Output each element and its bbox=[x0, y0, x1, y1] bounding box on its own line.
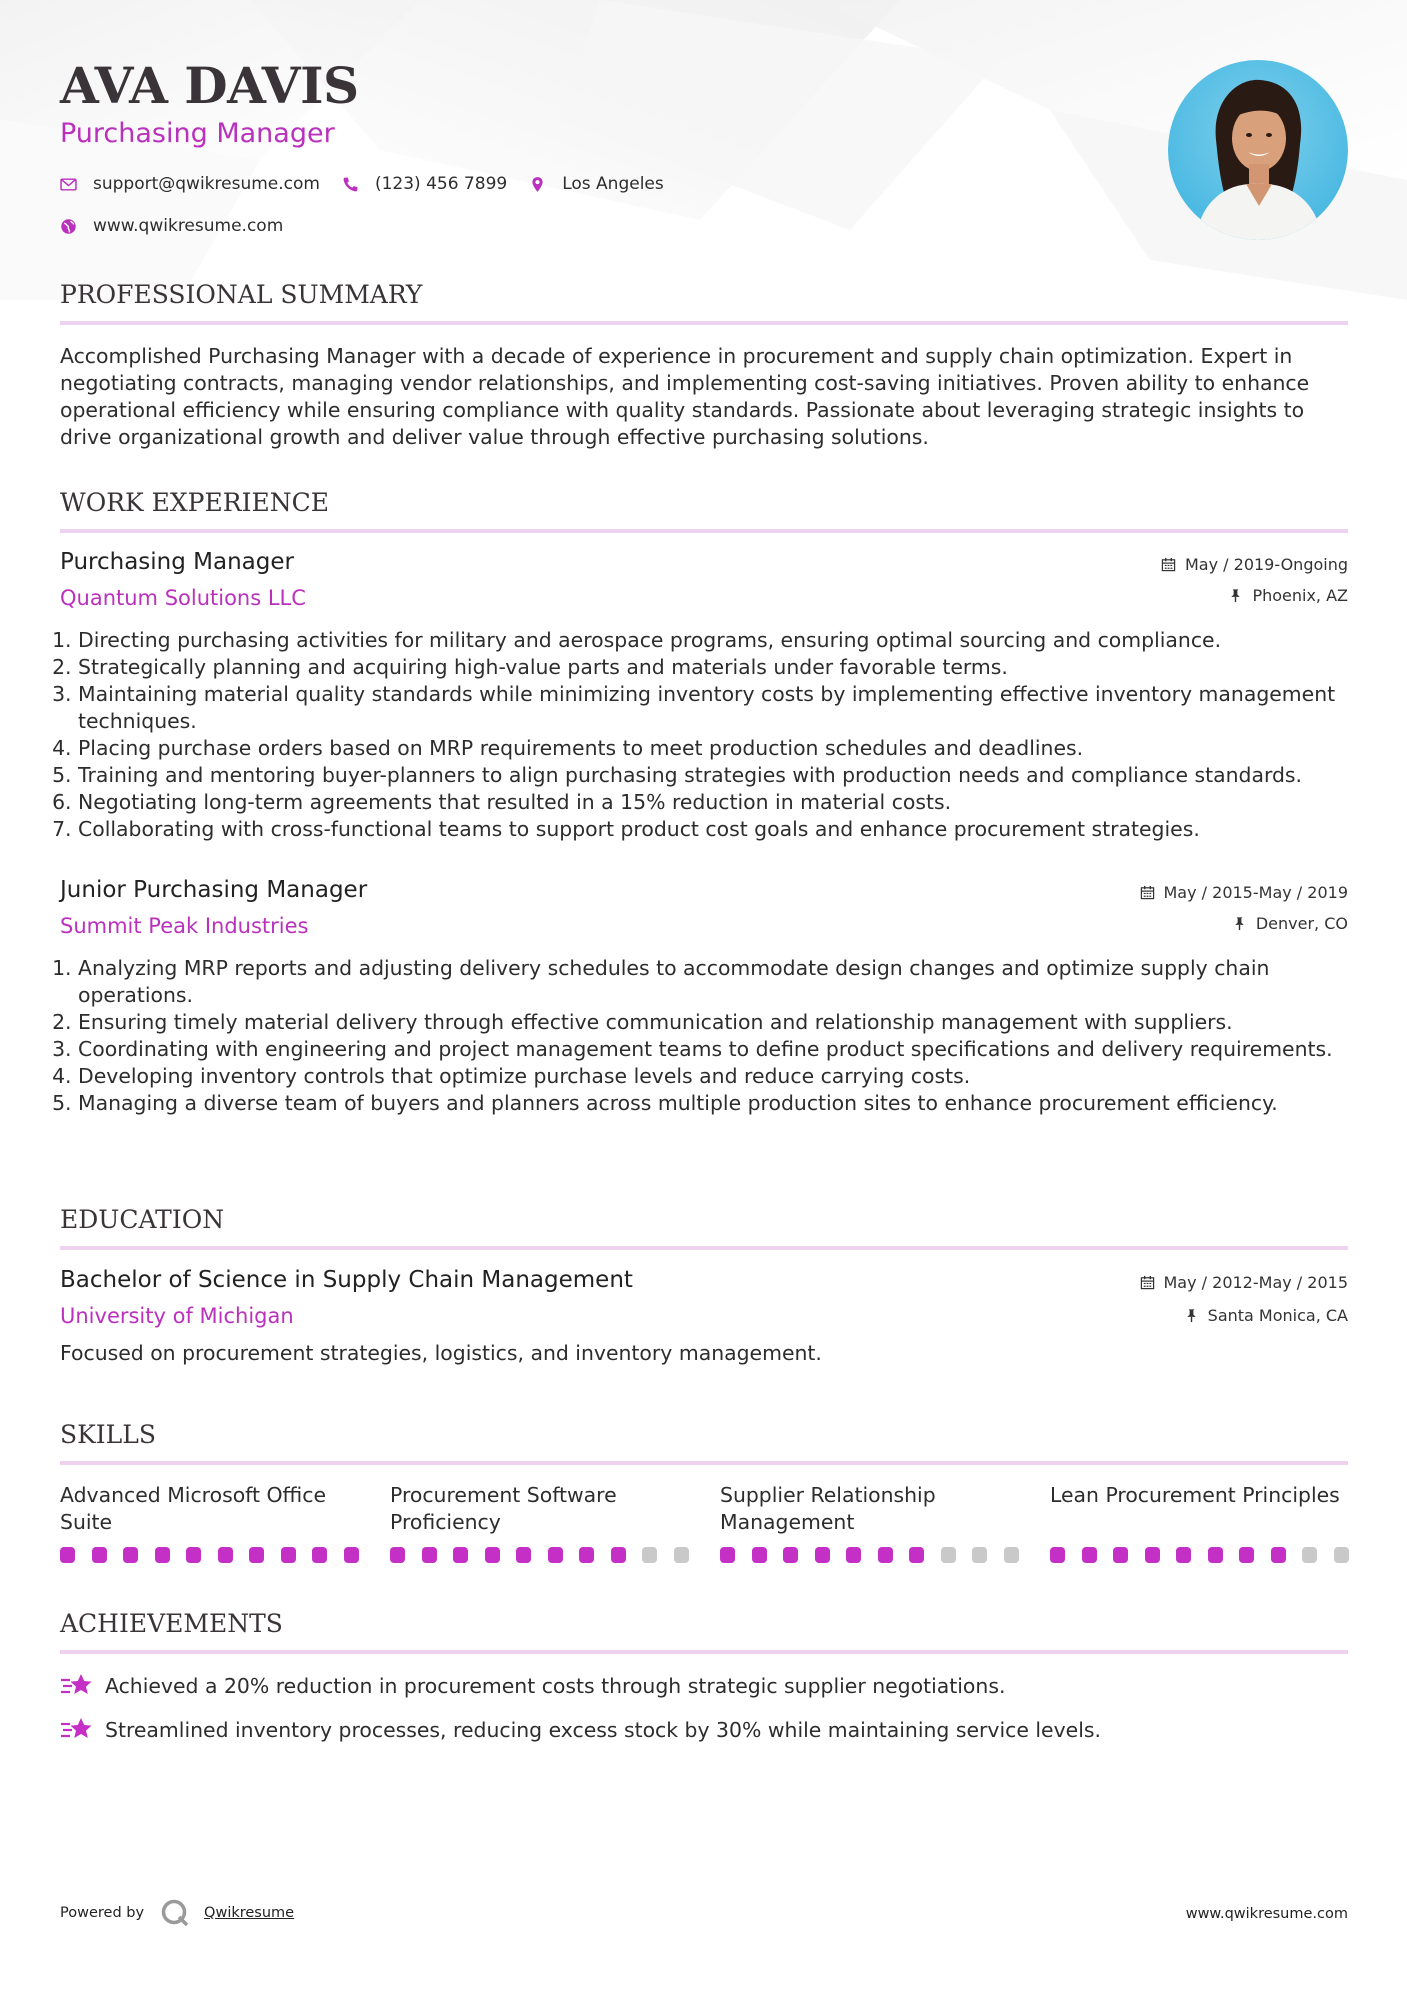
rating-dot-filled bbox=[344, 1547, 359, 1563]
rating-dot-filled bbox=[390, 1547, 405, 1563]
list-item: 1. Directing purchasing activities for military and aerospace programs, ensuring optimal sourcing and compliance. bbox=[78, 627, 1366, 654]
rating-dot-empty bbox=[941, 1547, 956, 1563]
list-item: 1. Analyzing MRP reports and adjusting delivery schedules to accommodate design changes and optimize supply chain operations. bbox=[78, 955, 1366, 1009]
pushpin-icon bbox=[1228, 588, 1243, 603]
rating-dot-filled bbox=[611, 1547, 626, 1563]
rating-dot-filled bbox=[1082, 1547, 1097, 1563]
rating-dot-filled bbox=[720, 1547, 735, 1563]
job-location-text: Denver, CO bbox=[1255, 914, 1348, 933]
skill-name: Advanced Microsoft Office Suite bbox=[60, 1483, 326, 1534]
rating-dot-filled bbox=[453, 1547, 468, 1563]
job-dates bbox=[1140, 883, 1349, 902]
job-role: Junior Purchasing Manager bbox=[60, 877, 368, 903]
phone-text: (123) 456 7899 bbox=[374, 174, 508, 194]
skill-name: Supplier Relationship Management bbox=[720, 1483, 936, 1534]
job-dates-text: May / 2015-May / 2019 bbox=[1163, 883, 1348, 902]
achievements-heading: ACHIEVEMENTS bbox=[60, 1609, 1348, 1654]
rating-dot-filled bbox=[422, 1547, 437, 1563]
rating-dot-filled bbox=[878, 1547, 893, 1563]
contact-email[interactable] bbox=[60, 174, 320, 194]
calendar-icon bbox=[1140, 1275, 1155, 1290]
rating-dot-filled bbox=[846, 1547, 861, 1563]
rating-dot-filled bbox=[155, 1547, 170, 1563]
job-duties bbox=[60, 627, 1366, 843]
education-heading: EDUCATION bbox=[60, 1205, 1348, 1250]
list-item: 2. Strategically planning and acquiring high-value parts and materials under favorable terms. bbox=[78, 654, 1366, 681]
rating-dot-empty bbox=[674, 1547, 689, 1563]
rating-dot-empty bbox=[1334, 1547, 1349, 1563]
rating-dot-filled bbox=[485, 1547, 500, 1563]
rating-dot-filled bbox=[1239, 1547, 1254, 1563]
contact-phone[interactable] bbox=[342, 174, 507, 194]
profile-photo bbox=[1168, 60, 1348, 240]
rating-dot-filled bbox=[579, 1547, 594, 1563]
skill-rating bbox=[1050, 1547, 1365, 1563]
powered-by-label: Powered by bbox=[60, 1905, 145, 1921]
rating-dot-filled bbox=[1145, 1547, 1160, 1563]
rating-dot-filled bbox=[815, 1547, 830, 1563]
contact-row bbox=[60, 174, 686, 194]
job-role: Purchasing Manager bbox=[60, 549, 294, 575]
contact-row-2 bbox=[60, 216, 305, 236]
achievement-text: Achieved a 20% reduction in procurement costs through strategic supplier negotiations. bbox=[105, 1674, 1006, 1698]
rating-dot-filled bbox=[218, 1547, 233, 1563]
qwikresume-logo-icon bbox=[160, 1898, 190, 1928]
skill-name: Procurement Software Proficiency bbox=[390, 1483, 617, 1534]
rating-dot-filled bbox=[281, 1547, 296, 1563]
job-dates bbox=[1161, 555, 1348, 574]
contact-website[interactable] bbox=[60, 216, 283, 236]
rating-dot-filled bbox=[60, 1547, 75, 1563]
skill-rating bbox=[60, 1547, 375, 1563]
rating-dot-filled bbox=[312, 1547, 327, 1563]
email-text: support@qwikresume.com bbox=[93, 174, 320, 194]
rating-dot-filled bbox=[1050, 1547, 1065, 1563]
rating-dot-filled bbox=[1176, 1547, 1191, 1563]
education-dates-text: May / 2012-May / 2015 bbox=[1163, 1273, 1348, 1292]
skill-item bbox=[1050, 1482, 1348, 1572]
list-item: 4. Placing purchase orders based on MRP requirements to meet production schedules and deadlines. bbox=[78, 735, 1366, 762]
envelope-icon bbox=[60, 176, 77, 193]
skill-name: Lean Procurement Principles bbox=[1050, 1483, 1340, 1507]
pushpin-icon bbox=[1232, 916, 1247, 931]
list-item: 5. Managing a diverse team of buyers and planners across multiple production sites to enhance procurement efficiency. bbox=[78, 1090, 1366, 1117]
summary-heading: PROFESSIONAL SUMMARY bbox=[60, 280, 1348, 325]
globe-icon bbox=[60, 218, 77, 235]
summary-text: Accomplished Purchasing Manager with a decade of experience in procurement and supply chain optimization. Expert in negotiating contracts, managing vendor relationships, and implementing cost-saving initiatives. Proven ability to enhance operational efficiency while ensuring compliance with quality standards. Passionate about leveraging strategic insights to drive organizational growth and deliver value through effective purchasing solutions. bbox=[60, 344, 1310, 449]
rating-dot-empty bbox=[1302, 1547, 1317, 1563]
shooting-star-icon bbox=[60, 1670, 94, 1702]
achievement-item bbox=[60, 1714, 1101, 1746]
avatar bbox=[1168, 60, 1348, 240]
shooting-star-icon bbox=[60, 1714, 94, 1746]
contact-location bbox=[529, 174, 664, 194]
candidate-title: Purchasing Manager bbox=[60, 118, 335, 149]
rating-dot-filled bbox=[186, 1547, 201, 1563]
rating-dot-empty bbox=[972, 1547, 987, 1563]
job-location bbox=[1232, 914, 1348, 933]
job-location bbox=[1228, 586, 1348, 605]
location-text: Los Angeles bbox=[562, 174, 664, 194]
list-item: 6. Negotiating long-term agreements that resulted in a 15% reduction in material costs. bbox=[78, 789, 1366, 816]
phone-icon bbox=[342, 176, 359, 193]
education-location bbox=[1184, 1306, 1348, 1325]
pushpin-icon bbox=[1184, 1308, 1199, 1323]
rating-dot-empty bbox=[1004, 1547, 1019, 1563]
skill-item bbox=[720, 1482, 1050, 1572]
skills-list bbox=[60, 1482, 1348, 1572]
education-description: Focused on procurement strategies, logistics, and inventory management. bbox=[60, 1341, 822, 1365]
experience-heading: WORK EXPERIENCE bbox=[60, 488, 1348, 533]
list-item: 5. Training and mentoring buyer-planners to align purchasing strategies with production needs and compliance standards. bbox=[78, 762, 1366, 789]
skill-rating bbox=[720, 1547, 1035, 1563]
calendar-icon bbox=[1161, 557, 1176, 572]
rating-dot-filled bbox=[548, 1547, 563, 1563]
achievement-text: Streamlined inventory processes, reducing excess stock by 30% while maintaining service levels. bbox=[105, 1718, 1101, 1742]
job-company: Quantum Solutions LLC bbox=[60, 586, 306, 610]
map-pin-icon bbox=[529, 176, 546, 193]
qwikresume-link[interactable]: Qwikresume bbox=[204, 1905, 295, 1921]
job-duties bbox=[60, 955, 1366, 1117]
skill-item bbox=[60, 1482, 390, 1572]
education-location-text: Santa Monica, CA bbox=[1207, 1306, 1348, 1325]
rating-dot-filled bbox=[123, 1547, 138, 1563]
footer-powered-by bbox=[60, 1898, 294, 1928]
education-dates bbox=[1140, 1273, 1349, 1292]
list-item: 7. Collaborating with cross-functional teams to support product cost goals and enhance procurement strategies. bbox=[78, 816, 1366, 843]
list-item: 3. Maintaining material quality standards while minimizing inventory costs by implementing effective inventory management techniques. bbox=[78, 681, 1366, 735]
degree: Bachelor of Science in Supply Chain Management bbox=[60, 1267, 633, 1293]
rating-dot-filled bbox=[909, 1547, 924, 1563]
rating-dot-filled bbox=[249, 1547, 264, 1563]
skill-rating bbox=[390, 1547, 705, 1563]
skill-item bbox=[390, 1482, 720, 1572]
rating-dot-filled bbox=[783, 1547, 798, 1563]
list-item: 3. Coordinating with engineering and project management teams to define product specifications and delivery requirements. bbox=[78, 1036, 1366, 1063]
list-item: 4. Developing inventory controls that optimize purchase levels and reduce carrying costs. bbox=[78, 1063, 1366, 1090]
rating-dot-filled bbox=[1271, 1547, 1286, 1563]
website-text: www.qwikresume.com bbox=[93, 216, 284, 236]
calendar-icon bbox=[1140, 885, 1155, 900]
rating-dot-filled bbox=[752, 1547, 767, 1563]
rating-dot-filled bbox=[92, 1547, 107, 1563]
job-company: Summit Peak Industries bbox=[60, 914, 309, 938]
rating-dot-filled bbox=[1113, 1547, 1128, 1563]
achievement-item bbox=[60, 1670, 1005, 1702]
rating-dot-empty bbox=[642, 1547, 657, 1563]
footer-website[interactable]: www.qwikresume.com bbox=[1185, 1906, 1348, 1922]
skills-heading: SKILLS bbox=[60, 1420, 1348, 1465]
rating-dot-filled bbox=[1208, 1547, 1223, 1563]
job-location-text: Phoenix, AZ bbox=[1252, 586, 1348, 605]
rating-dot-filled bbox=[516, 1547, 531, 1563]
job-dates-text: May / 2019-Ongoing bbox=[1185, 555, 1348, 574]
list-item: 2. Ensuring timely material delivery through effective communication and relationship management with suppliers. bbox=[78, 1009, 1366, 1036]
candidate-name: AVA DAVIS bbox=[60, 56, 359, 115]
school: University of Michigan bbox=[60, 1304, 294, 1328]
